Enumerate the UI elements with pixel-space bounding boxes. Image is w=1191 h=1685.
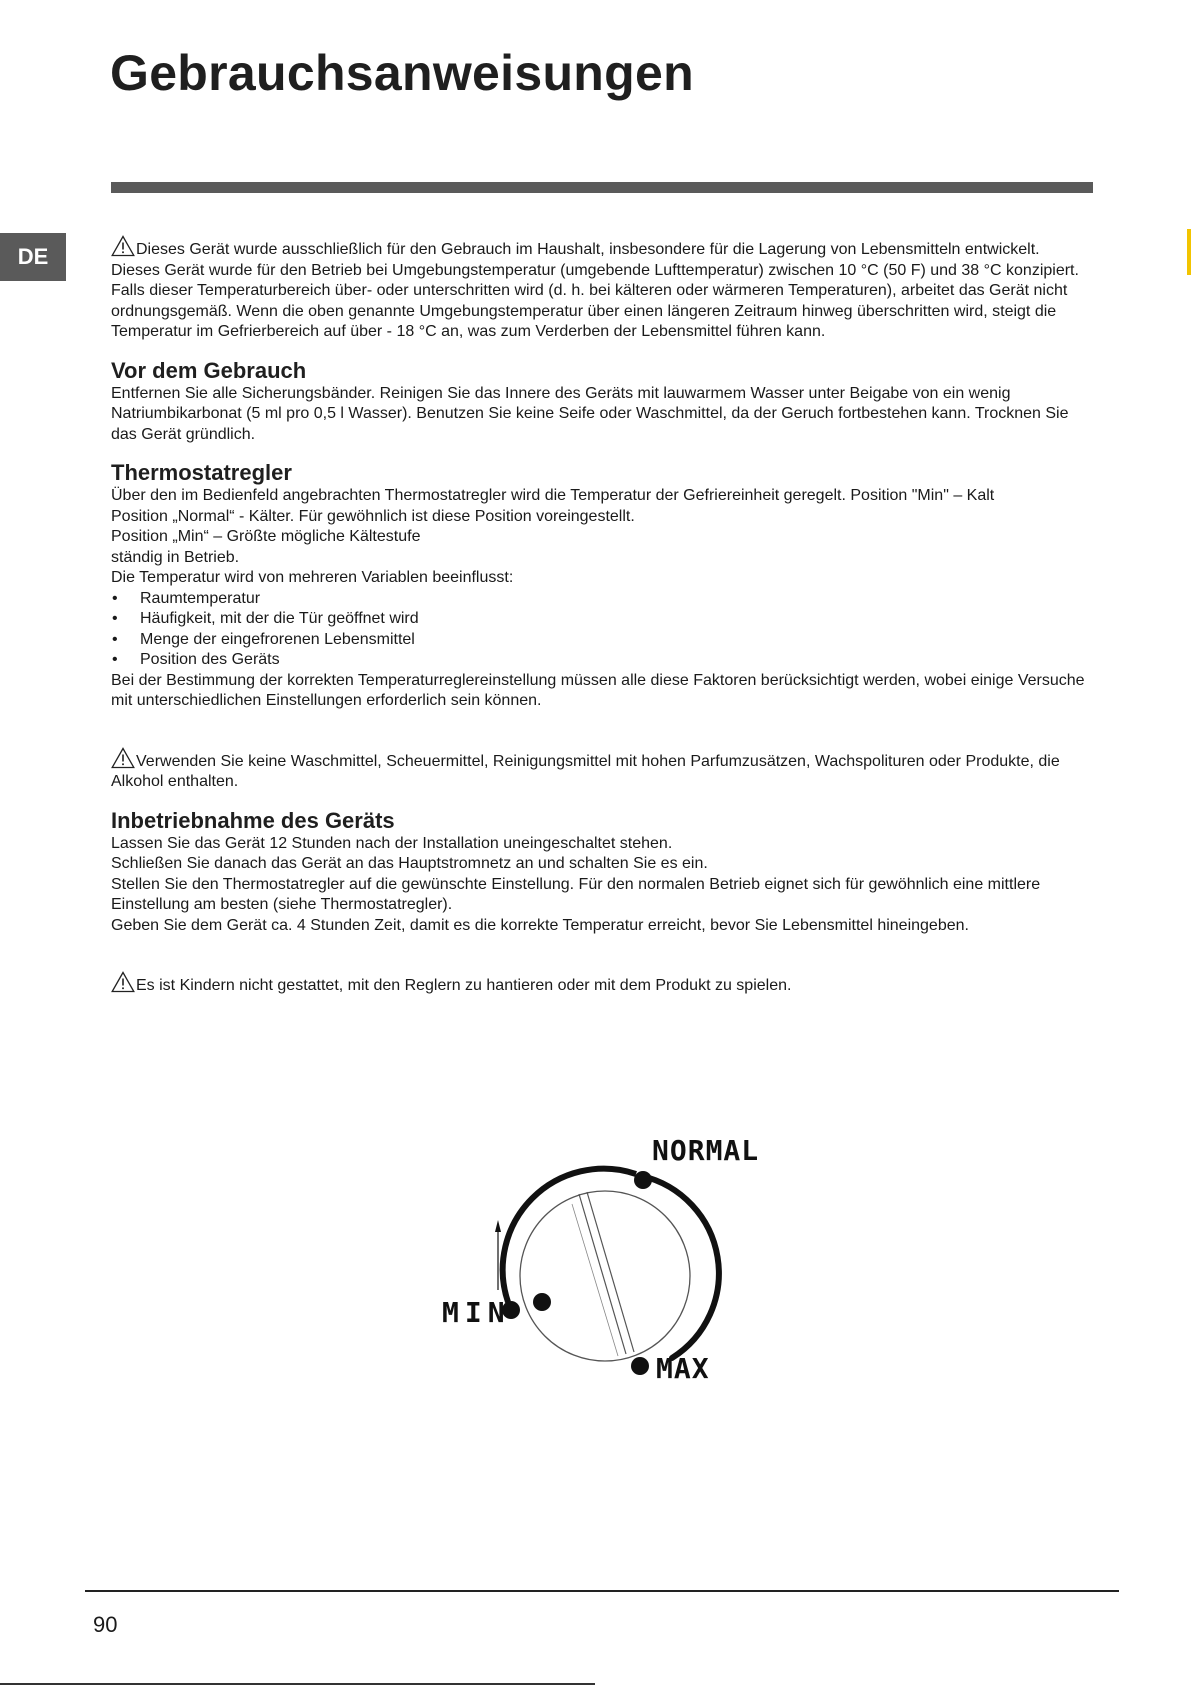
list-item: • Häufigkeit, mit der die Tür geöffnet wird	[111, 609, 1091, 630]
heading-startup: Inbetriebnahme des Geräts	[111, 807, 395, 833]
thermostat-line-4: ständig in Betrieb.	[111, 548, 240, 566]
page-title: Gebrauchsanweisungen	[110, 45, 694, 101]
list-item: • Raumtemperatur	[111, 589, 1091, 610]
list-item: • Position des Geräts	[111, 650, 1091, 671]
warning-triangle-icon	[111, 971, 135, 993]
startup-line-4: Geben Sie dem Gerät ca. 4 Stunden Zeit, damit es die korrekte Temperatur erreicht, bevor Sie Lebensmittel hineingeben.	[111, 916, 969, 934]
list-item: • Menge der eingefrorenen Lebensmittel	[111, 630, 1091, 651]
warning-children	[111, 971, 1091, 997]
warning-triangle-icon	[111, 747, 135, 769]
dial-label-min: MIN	[442, 1296, 511, 1329]
dial-label-max: MAX	[656, 1352, 710, 1385]
page-number: 90	[93, 1612, 118, 1637]
thermostat-closing: Bei der Bestimmung der korrekten Temperaturreglereinstellung müssen alle diese Faktoren berücksichtigt werden, wobei einige Versuche mit unterschiedlichen Einstellungen erforderlich sein können.	[111, 671, 1085, 709]
heading-thermostat: Thermostatregler	[111, 460, 292, 485]
thermostat-line-1: Über den im Bedienfeld angebrachten Thermostatregler wird die Temperatur der Gefriereinheit geregelt. Position "Min" – Kalt	[111, 487, 995, 504]
intro-warning	[111, 235, 1091, 261]
intro-paragraph-1: Dieses Gerät wurde für den Betrieb bei Umgebungstemperatur (umgebende Lufttemperatur) zwischen 10 °C (50 F) und 38 °C konzipiert.	[111, 261, 1079, 279]
startup-line-2: Schließen Sie danach das Gerät an das Hauptstromnetz an und schalten Sie es ein.	[111, 855, 708, 872]
startup-line-3: Stellen Sie den Thermostatregler auf die gewünschte Einstellung. Für den normalen Betrieb eignet sich für gewöhnlich eine mittlere Einstellung am besten (siehe Thermostatregler).	[111, 875, 1041, 913]
startup-line-1: Lassen Sie das Gerät 12 Stunden nach der Installation uneingeschaltet stehen.	[111, 834, 673, 852]
warning-children-text: Es ist Kindern nicht gestattet, mit den Reglern zu hantieren oder mit dem Produkt zu spielen.	[136, 977, 792, 994]
variables-list	[111, 589, 1091, 671]
warning-detergents-text: Verwenden Sie keine Waschmittel, Scheuermittel, Reinigungsmittel mit hohen Parfumzusätzen, Wachspolituren oder Produkte, die Alkohol enthalten.	[111, 752, 1060, 790]
thermostat-line-3: Position „Min“ – Größte mögliche Kältestufe	[111, 528, 421, 545]
thermostat-dial-graphic	[430, 1140, 790, 1400]
thermostat-dial-illustration	[430, 1134, 790, 1400]
title-divider-bar	[111, 182, 1093, 193]
heading-before-use: Vor dem Gebrauch	[111, 357, 307, 383]
warning-triangle-icon	[111, 235, 135, 257]
edge-marker	[1187, 229, 1191, 275]
intro-warning-text: Dieses Gerät wurde ausschließlich für den Gebrauch im Haushalt, insbesondere für die Lagerung von Lebensmitteln entwickelt.	[136, 241, 1040, 258]
intro-paragraph-2: Falls dieser Temperaturbereich über- oder unterschritten wird (d. h. bei kälteren oder wärmeren Temperaturen), arbeitet das Gerät nicht ordnungsgemäß. Wenn die oben genannte Umgebungstemperatur über einen längeren Zeitraum hinweg überschritten wird, steigt die Temperatur im Gefrierbereich auf über - 18 °C an, was zum Verderben der Lebensmittel führen kann.	[111, 282, 1068, 340]
thermostat-line-2: Position „Normal“ - Kälter. Für gewöhnlich ist diese Position voreingestellt.	[111, 507, 635, 525]
language-tab: DE	[0, 233, 66, 281]
warning-detergents	[111, 747, 1091, 793]
footer-divider	[85, 1590, 1119, 1592]
before-use-text: Entfernen Sie alle Sicherungsbänder. Reinigen Sie das Innere des Geräts mit lauwarmem Wasser unter Beigabe von ein wenig Natriumbikarbonat (5 ml pro 0,5 l Wasser). Benutzen Sie keine Seife oder Waschmittel, da der Geruch fortbestehen kann. Trocknen Sie das Gerät gründlich.	[111, 384, 1069, 443]
dial-label-normal: NORMAL	[652, 1134, 760, 1167]
main-content	[111, 235, 1091, 997]
thermostat-line-5: Die Temperatur wird von mehreren Variablen beeinflusst:	[111, 569, 514, 586]
